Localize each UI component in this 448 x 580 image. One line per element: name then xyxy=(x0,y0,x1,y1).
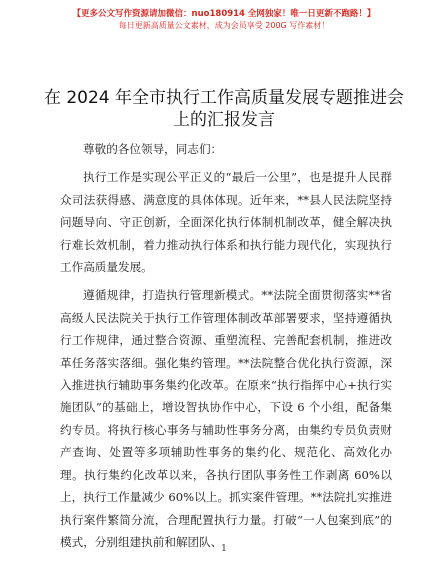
document-title xyxy=(40,87,408,131)
body-paragraph-1: 执行工作是实现公平正义的“最后一公里”，也是提升人民群众司法获得感、满意度的具体体现。近年来，**县人民法院坚持问题导向、守正创新，全面深化执行体制机制改革，健全解决执行难长效机制，着力推动执行体系和执行能力现代化，实现执行工作高质量发展。 xyxy=(60,170,392,275)
body-paragraph-2: 遵循规律，打造执行管理新模式。**法院全面贯彻落实**省高级人民法院关于执行工作管理体制改革部署要求，坚持遵循执行工作规律，通过整合资源、重塑流程、完善配套机制，推进改革任务落实落细。强化集约管理。**法院整合优化执行资源，深入推进执行辅助事务集约化改革。在原来“执行指挥中心+执行实施团队”的基础上，增设智执协作中心，下设 6 个小组，配备集约专员。将执行核心事务与辅助性事务分离，由集约专员负责财产查询、处置等多项辅助性事务的集约化、规范化、高效化办理。执行集约化改革以来，各执行团队事务性工作剥离 60%以上，执行工作量减少 60%以上。抓实案件管理。**法院扎实推进执行案件繁简分流，合理配置执行力量。打破“一人包案到底”的模式，分别组建执前和解团队、 xyxy=(60,288,392,549)
document-title-line-2: 上的汇报发言 xyxy=(173,110,275,130)
promo-banner-line-1: 【更多公文写作资源请加微信：nuo180914 全网独家！唯一日更新不跑路！】 xyxy=(72,9,376,19)
page-number: 1 xyxy=(221,544,227,554)
promo-banner-line-2: 每日更新高质量公文素材，成为会员享受 200G 写作素材！ xyxy=(118,21,330,30)
document-title-line-1: 在 2024 年全市执行工作高质量发展专题推进会 xyxy=(43,88,405,108)
promo-banner xyxy=(0,8,448,32)
salutation: 尊敬的各位领导，同志们： xyxy=(83,142,223,156)
document-body xyxy=(60,138,392,553)
